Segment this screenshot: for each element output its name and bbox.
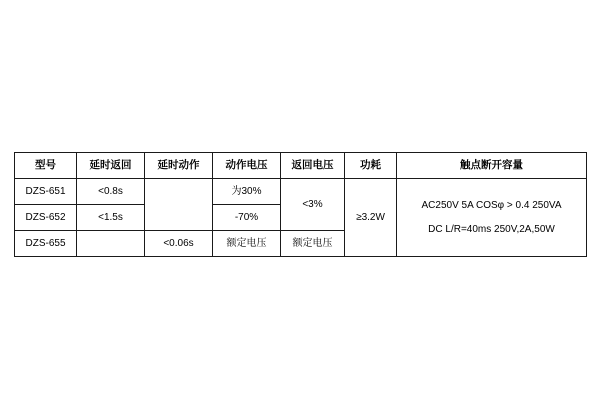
cell-delay-action-empty xyxy=(145,179,213,231)
header-cell-power: 功耗 xyxy=(345,153,397,179)
capacity-line-ac: AC250V 5A COSφ > 0.4 250VA xyxy=(421,200,562,211)
table-row xyxy=(15,179,587,205)
cell-model: DZS-652 xyxy=(15,205,77,231)
header-cell-delay-return: 延时返回 xyxy=(77,153,145,179)
cell-model: DZS-655 xyxy=(15,231,77,257)
cell-action-voltage: -70% xyxy=(213,205,281,231)
cell-return-voltage: <3% xyxy=(281,179,345,231)
header-cell-return-voltage: 返回电压 xyxy=(281,153,345,179)
header-cell-capacity: 触点断开容量 xyxy=(397,153,587,179)
cell-action-voltage: 为30% xyxy=(213,179,281,205)
cell-return-voltage: 额定电压 xyxy=(281,231,345,257)
header-cell-delay-action: 延时动作 xyxy=(145,153,213,179)
cell-delay-return: <0.8s xyxy=(77,179,145,205)
cell-delay-return: <1.5s xyxy=(77,205,145,231)
table-header-row xyxy=(15,153,587,179)
header-cell-model: 型号 xyxy=(15,153,77,179)
header-cell-action-voltage: 动作电压 xyxy=(213,153,281,179)
cell-capacity xyxy=(397,179,587,257)
cell-power: ≥3.2W xyxy=(345,179,397,257)
cell-model: DZS-651 xyxy=(15,179,77,205)
cell-delay-return-empty xyxy=(77,231,145,257)
cell-action-voltage: 额定电压 xyxy=(213,231,281,257)
capacity-line-dc: DC L/R=40ms 250V,2A,50W xyxy=(428,224,555,235)
specification-table xyxy=(14,152,587,257)
cell-delay-action: <0.06s xyxy=(145,231,213,257)
